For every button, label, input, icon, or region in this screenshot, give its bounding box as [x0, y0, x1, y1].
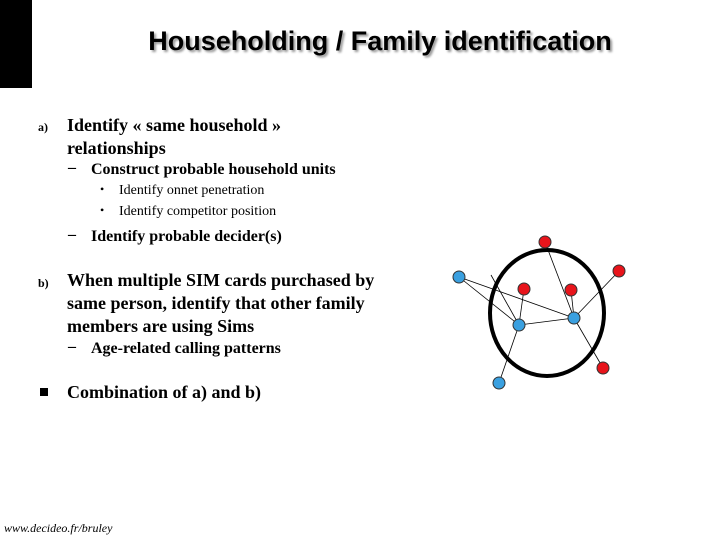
dash-marker: –: [68, 226, 76, 243]
dash-marker: –: [68, 338, 76, 355]
bullet-marker: •: [100, 203, 105, 217]
network-node-red: [565, 284, 577, 296]
network-link: [459, 277, 574, 318]
bullet-marker: •: [100, 182, 105, 196]
network-link: [491, 275, 519, 325]
item-marker-b: b): [38, 276, 49, 290]
item-a-line2: relationships: [67, 138, 166, 158]
item-b-sub1: Age-related calling patterns: [91, 340, 281, 357]
item-a-sub1-bullet1: Identify onnet penetration: [119, 183, 265, 198]
item-marker-a: a): [38, 120, 48, 134]
network-node-red: [539, 236, 551, 248]
network-node-red: [613, 265, 625, 277]
item-c-text: Combination of a) and b): [67, 382, 262, 402]
item-a-sub1: Construct probable household units: [91, 161, 336, 178]
item-a-sub2: Identify probable decider(s): [91, 228, 282, 245]
dash-marker: –: [68, 159, 76, 176]
network-node-blue: [513, 319, 525, 331]
network-node-blue: [568, 312, 580, 324]
slide-title: Householding / Family identification: [148, 26, 612, 56]
item-b-line1: When multiple SIM cards purchased by: [67, 270, 375, 290]
household-circle: [490, 250, 604, 376]
item-b-line3: members are using Sims: [67, 316, 255, 336]
item-b-line2: same person, identify that other family: [67, 293, 365, 313]
network-node-red: [597, 362, 609, 374]
network-link: [519, 318, 574, 325]
footer-url: www.decideo.fr/bruley: [4, 521, 113, 535]
item-a-sub1-bullet2: Identify competitor position: [119, 204, 277, 219]
network-node-blue: [493, 377, 505, 389]
network-node-blue: [453, 271, 465, 283]
item-a-line1: Identify « same household »: [67, 115, 282, 135]
network-node-red: [518, 283, 530, 295]
